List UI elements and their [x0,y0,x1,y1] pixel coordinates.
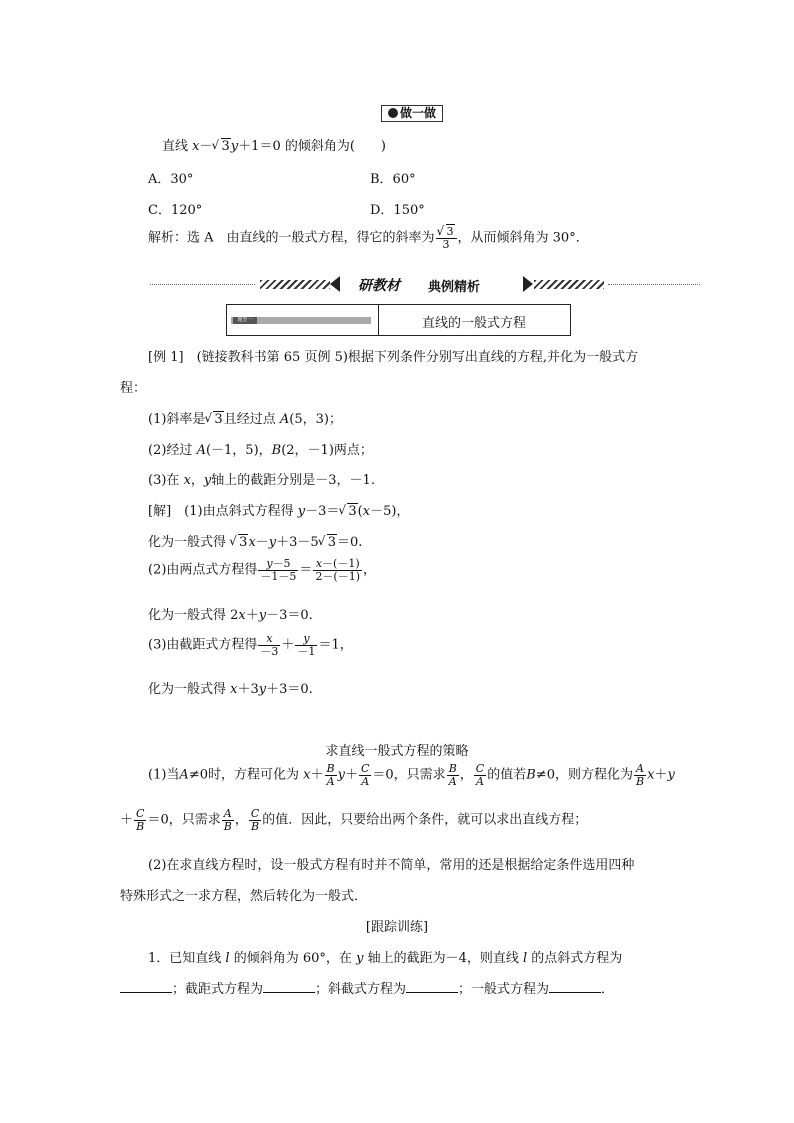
condition-1: (1)斜率是√ 3且经过点 A(5，3)； [148,408,342,427]
solution-2: (2)由两点式方程得 $\frac{y-5}{-1-5}$ ＝ $\frac{x-(-1)}{2-(-1)}$ ， [148,557,377,583]
answer-blank[interactable] [120,981,172,993]
answer-blank[interactable] [549,981,601,993]
answer-blank[interactable] [406,981,458,993]
section-banner [150,272,700,296]
answer-blank[interactable] [263,981,315,993]
strategy-p1-line1: (1)当A≠0时，方程可化为 x＋ $\frac{B}{A}$ y＋ $\frac{C}{A}$ ＝0，只需求 $\frac{B}{A}$ ， $\frac{C}{A}$ 的值若B≠0，则方程化为 $\frac{A}{B}$ x＋y [148,762,675,788]
practice-heading: [跟踪训练] [365,920,429,935]
option-a: A．30° [148,172,194,187]
strategy-p2-line1: (2)在求直线方程时，设一般式方程有时并不简单，常用的还是根据给定条件选用四种 [148,858,635,873]
strategy-title: 求直线一般式方程的策略 [325,744,469,759]
question-stem: 直线 x－√ 3y＋1＝0 的倾斜角为( ) [162,135,386,154]
strategy-p1-line2: ＋ $\frac{C}{B}$ ＝0，只需求 $\frac{A}{B}$ ， $\frac{C}{B}$ 的值．因此，只要给出两个条件，就可以求出直线方程； [120,807,588,833]
practice-q1-line1: 1．已知直线 l 的倾斜角为 60°，在 y 轴上的截距为－4，则直线 l 的点斜式方程为 [148,951,623,966]
strategy-p2-line2: 特殊形式之一求方程，然后转化为一般式． [120,889,368,904]
arrow-left-icon [330,276,340,292]
topic-tag: 题型一 [233,317,257,324]
example-intro-cont: 程： [120,381,147,396]
solution-1: [解] (1)由点斜式方程得 y－3＝√ 3(x－5)， [148,500,409,519]
practice-q1-line2: ；截距式方程为 ；斜截式方程为 ；一般式方程为 ． [120,978,614,997]
topic-title: 直线的一般式方程 [421,316,526,331]
banner-subtitle: 典例精析 [428,280,481,295]
option-d: D．150° [370,203,425,218]
solution-3: (3)由截距式方程得 $\frac{x}{-3}$ ＋ $\frac{y}{-1}$ ＝1， [148,632,353,658]
arrow-right-icon [523,276,533,292]
solution-3-general: 化为一般式得 x＋3y＋3＝0. [148,682,313,697]
banner-title: 研教材 [358,278,400,294]
option-c: C．120° [148,203,203,218]
section-heading-zuoyizuo: 做一做 [381,105,443,122]
example-intro: [例 1] (链接教科书第 65 页例 5)根据下列条件分别写出直线的方程,并化为一般式方 [148,350,639,365]
solution-2-general: 化为一般式得 2x＋y－3＝0. [148,608,313,623]
topic-title-box [226,304,571,336]
condition-2: (2)经过 A(－1，5)，B(2，－1)两点； [148,443,373,458]
condition-3: (3)在 x，y轴上的截距分别是－3，－1. [148,473,375,488]
analysis: 解析：选 A 由直线的一般式方程，得它的斜率为 √ $\frac{3}{3}$ ，从而倾斜角为 30°． [148,226,589,250]
pencil-icon [388,108,398,118]
option-b: B．60° [370,172,416,187]
solution-1-general: 化为一般式得 √ 3x－y＋3－5√ 3＝0. [148,531,362,550]
